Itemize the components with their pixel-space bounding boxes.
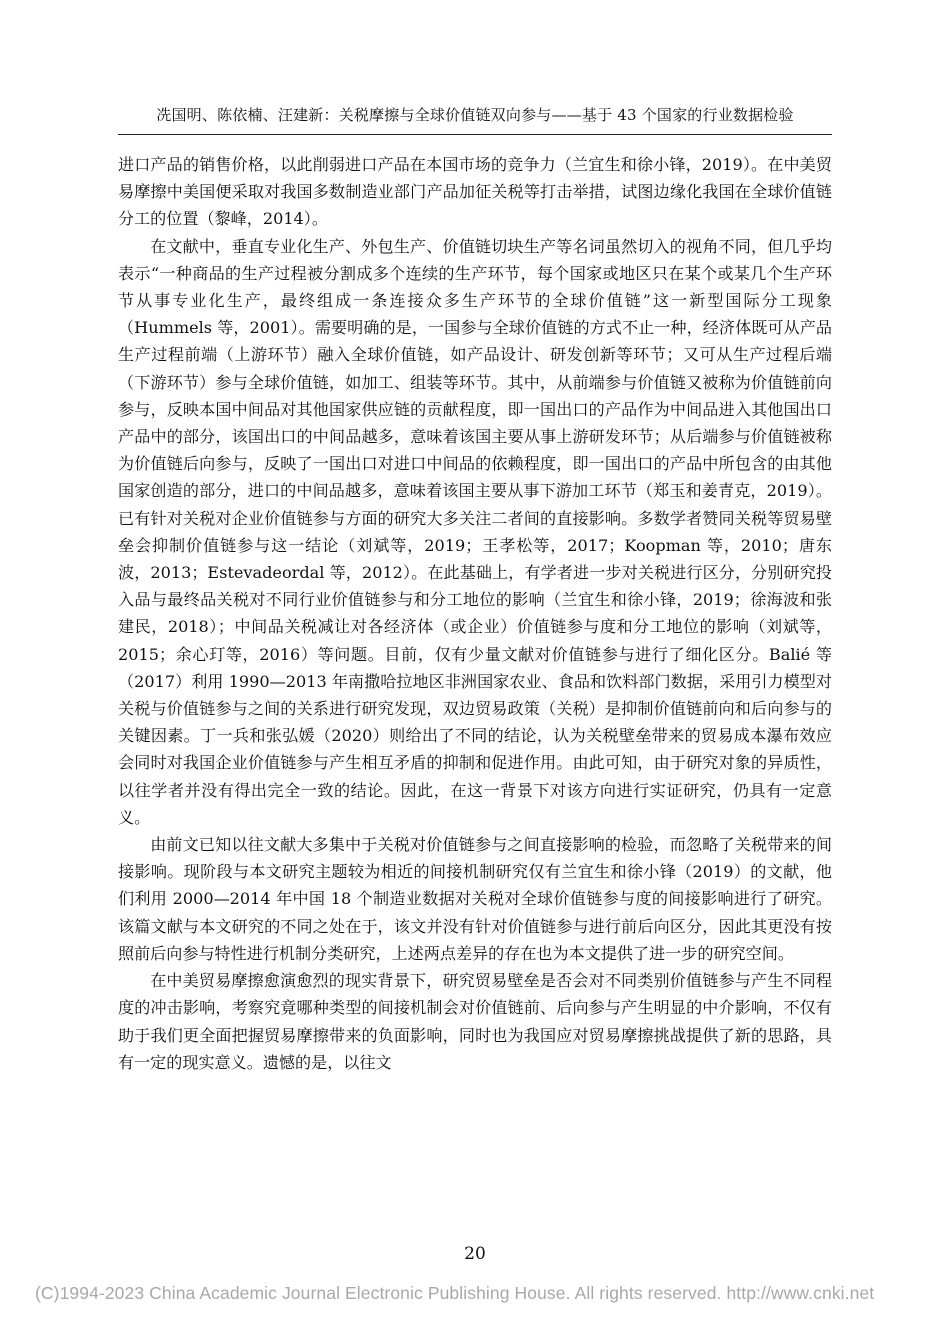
paragraph-3: 由前文已知以往文献大多集中于关税对价值链参与之间直接影响的检验，而忽略了关税带来的间接影响。现阶段与本文研究主题较为相近的间接机制研究仅有兰宜生和徐小锋（2019）的文献，他们利用 2000—2014 年中国 18 个制造业数据对关税对全球价值链参与度的间接影响进行了研究。该篇文献与本文研究的不同之处在于，该文并没有针对价值链参与进行前后向区分，因此其更没有按照前后向参与特性进行机制分类研究，上述两点差异的存在也为本文提供了进一步的研究空间。	[118, 835, 832, 963]
paragraph-4: 在中美贸易摩擦愈演愈烈的现实背景下，研究贸易壁垒是否会对不同类别价值链参与产生不同程度的冲击影响，考察究竟哪种类型的间接机制会对价值链前、后向参与产生明显的中介影响，不仅有助于我们更全面把握贸易摩擦带来的负面影响，同时也为我国应对贸易摩擦挑战提供了新的思路，具有一定的现实意义。遗憾的是，以往文	[118, 971, 832, 1072]
running-header: 冼国明、陈依楠、汪建新：关税摩擦与全球价值链双向参与——基于 43 个国家的行业数据检验	[156, 106, 794, 124]
copyright-notice: (C)1994-2023 China Academic Journal Electronic Publishing House. All rights reserved. http://www.cnki.net	[35, 1283, 875, 1303]
article-body	[118, 151, 832, 1076]
page-number: 20	[464, 1244, 486, 1264]
header-divider	[118, 134, 832, 135]
paragraph-2: 在文献中，垂直专业化生产、外包生产、价值链切块生产等名词虽然切入的视角不同，但几乎均表示“一种商品的生产过程被分割成多个连续的生产环节，每个国家或地区只在某个或某几个生产环节从事专业化生产，最终组成一条连接众多生产环节的全球价值链”这一新型国际分工现象（Hummels 等，2001）。需要明确的是，一国参与全球价值链的方式不止一种，经济体既可从产品生产过程前端（上游环节）融入全球价值链，如产品设计、研发创新等环节；又可从生产过程后端（下游环节）参与全球价值链，如加工、组装等环节。其中，从前端参与价值链又被称为价值链前向参与，反映本国中间品对其他国家供应链的贡献程度，即一国出口的产品作为中间品进入其他国出口产品中的部分，该国出口的中间品越多，意味着该国主要从事上游研发环节；从后端参与价值链被称为价值链后向参与，反映了一国出口对进口中间品的依赖程度，即一国出口的产品中所包含的由其他国家创造的部分，进口的中间品越多，意味着该国主要从事下游加工环节（郑玉和姜青克，2019）。已有针对关税对企业价值链参与方面的研究大多关注二者间的直接影响。多数学者赞同关税等贸易壁垒会抑制价值链参与这一结论（刘斌等，2019；王孝松等，2017；Koopman 等，2010；唐东波，2013；Estevadeordal 等，2012）。在此基础上，有学者进一步对关税进行区分，分别研究投入品与最终品关税对不同行业价值链参与和分工地位的影响（兰宜生和徐小锋，2019；徐海波和张建民，2018）；中间品关税减让对各经济体（或企业）价值链参与度和分工地位的影响（刘斌等，2015；余心玎等，2016）等问题。目前，仅有少量文献对价值链参与进行了细化区分。Balié 等（2017）利用 1990—2013 年南撒哈拉地区非洲国家农业、食品和饮料部门数据，采用引力模型对关税与价值链参与之间的关系进行研究发现，双边贸易政策（关税）是抑制价值链前向和后向参与的关键因素。丁一兵和张弘媛（2020）则给出了不同的结论，认为关税壁垒带来的贸易成本瀑布效应会同时对我国企业价值链参与产生相互矛盾的抑制和促进作用。由此可知，由于研究对象的异质性，以往学者并没有得出完全一致的结论。因此，在这一背景下对该方向进行实证研究，仍具有一定意义。	[118, 236, 832, 827]
paragraph-1: 进口产品的销售价格，以此削弱进口产品在本国市场的竞争力（兰宜生和徐小锋，2019）。在中美贸易摩擦中美国便采取对我国多数制造业部门产品加征关税等打击举措，试图边缘化我国在全球价值链分工的位置（黎峰，2014）。	[118, 155, 832, 229]
